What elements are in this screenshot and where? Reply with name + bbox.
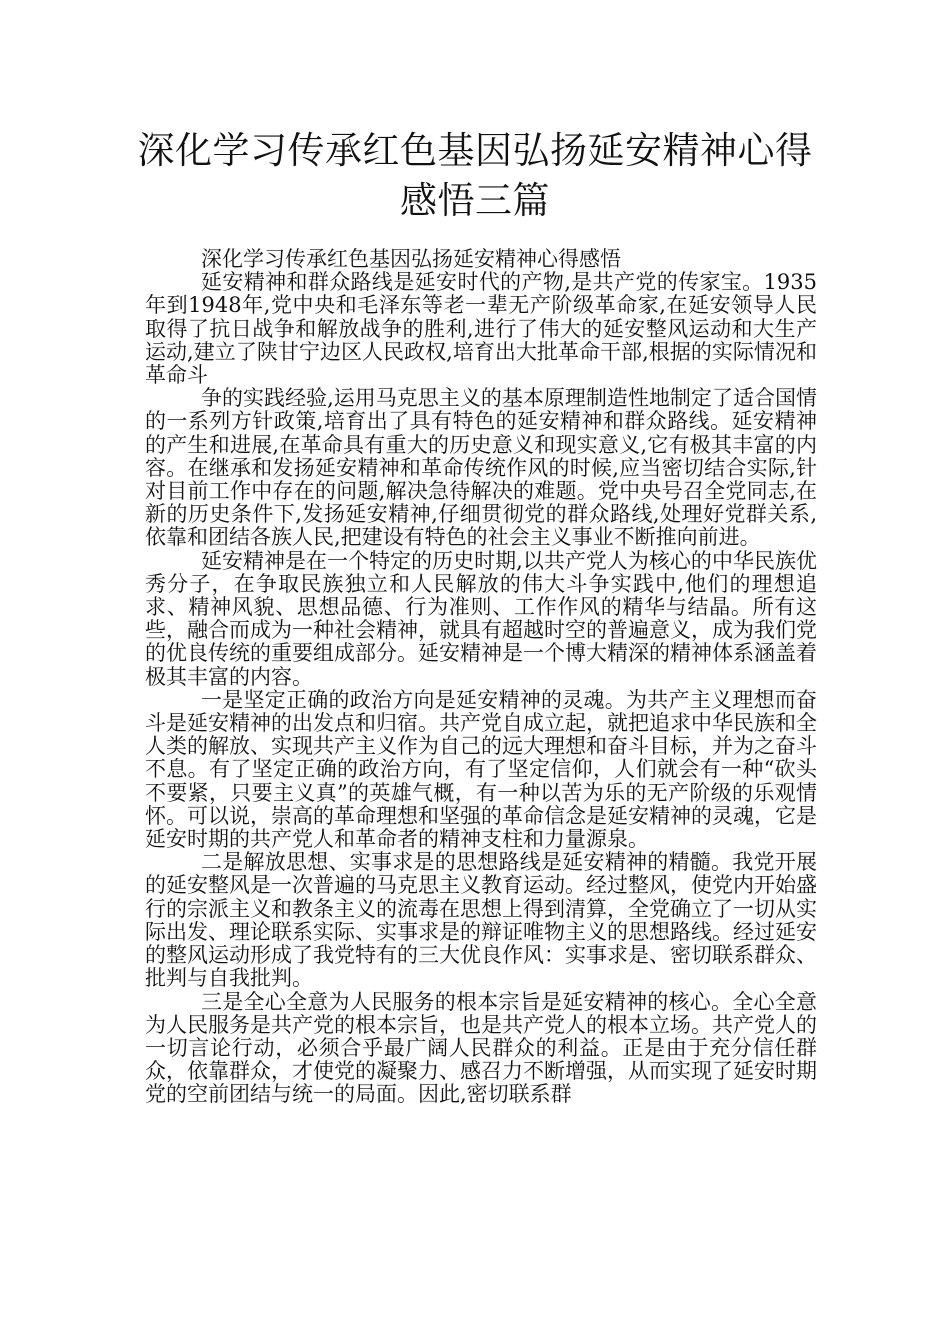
document-body <box>145 248 817 1107</box>
paragraph: 争的实践经验,运用马克思主义的基本原理制造性地制定了适合国情的一系列方针政策,培育出了具有特色的延安精神和群众路线。延安精神的产生和进展,在革命具有重大的历史意义和现实意义,它有极其丰富的内容。在继承和发扬延安精神和革命传统作风的时候,应当密切结合实际,针对目前工作中存在的问题,解决急待解决的难题。党中央号召全党同志,在新的历史条件下,发扬延安精神,仔细贯彻党的群众路线,处理好党群关系,依靠和团结各族人民,把建设有特色的社会主义事业不断推向前进。 <box>145 386 817 550</box>
document-title: 深化学习传承红色基因弘扬延安精神心得感悟三篇 <box>137 129 813 222</box>
paragraph: 二是解放思想、实事求是的思想路线是延安精神的精髓。我党开展的延安整风是一次普遍的马克思主义教育运动。经过整风，使党内开始盛行的宗派主义和教条主义的流毒在思想上得到清算，全党确立了一切从实际出发、理论联系实际、实事求是的辩证唯物主义的思想路线。经过延安的整风运动形成了我党特有的三大优良作风：实事求是、密切联系群众、批判与自我批判。 <box>145 850 817 991</box>
paragraph: 一是坚定正确的政治方向是延安精神的灵魂。为共产主义理想而奋斗是延安精神的出发点和归宿。共产党自成立起，就把追求中华民族和全人类的解放、实现共产主义作为自己的远大理想和奋斗目标，并为之奋斗不息。有了坚定正确的政治方向，有了坚定信仰，人们就会有一种“砍头不要紧，只要主义真”的英雄气概，有一种以苦为乐的无产阶级的乐观情怀。可以说，崇高的革命理想和坚强的革命信念是延安精神的灵魂，它是延安时期的共产党人和革命者的精神支柱和力量源泉。 <box>145 687 817 852</box>
paragraph: 延安精神和群众路线是延安时代的产物,是共产党的传家宝。1935年到1948年,党中央和毛泽东等老一辈无产阶级革命家,在延安领导人民取得了抗日战争和解放战争的胜利,进行了伟大的延安整风运动和大生产运动,建立了陕甘宁边区人民政权,培育出大批革命干部,根据的实际情况和革命斗 <box>145 270 817 388</box>
document-subtitle: 深化学习传承红色基因弘扬延安精神心得感悟 <box>201 247 621 271</box>
paragraph: 三是全心全意为人民服务的根本宗旨是延安精神的核心。全心全意为人民服务是共产党的根本宗旨，也是共产党人的根本立场。共产党人的一切言论行动，必须合乎最广阔人民群众的利益。正是由于充分信任群众，依靠群众，才使党的凝聚力、感召力不断增强，从而实现了延安时期党的空前团结与统一的局面。因此,密切联系群 <box>145 989 817 1107</box>
paragraph: 延安精神是在一个特定的历史时期,以共产党人为核心的中华民族优秀分子，在争取民族独立和人民解放的伟大斗争实践中,他们的理想追求、精神风貌、思想品德、行为准则、工作作风的精华与结晶。所有这些，融合而成为一种社会精神，就具有超越时空的普遍意义，成为我们党的优良传统的重要组成部分。延安精神是一个博大精深的精神体系涵盖着极其丰富的内容。 <box>145 548 817 689</box>
